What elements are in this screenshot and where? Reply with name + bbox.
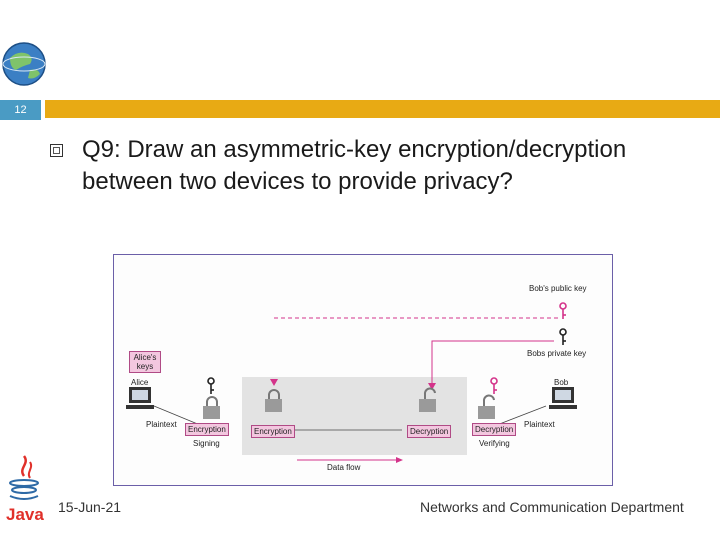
decryption-outer-label: Decryption — [472, 423, 516, 436]
data-flow-label: Data flow — [327, 463, 361, 472]
encryption-inner-label: Encryption — [251, 425, 295, 438]
signing-label: Signing — [193, 439, 220, 448]
encryption-outer-label: Encryption — [185, 423, 229, 436]
alices-keys-label: Alice's keys — [129, 351, 161, 373]
signing-lock-icon — [203, 397, 220, 419]
decryption-inner-label: Decryption — [407, 425, 451, 438]
svg-text:Java: Java — [6, 505, 44, 524]
alice-label: Alice — [131, 378, 149, 387]
footer-date: 15-Jun-21 — [58, 499, 122, 515]
slide-number: 12 — [14, 104, 27, 116]
header-bar — [45, 100, 720, 118]
bob-label: Bob — [554, 378, 569, 387]
alice-computer-icon — [126, 387, 154, 409]
data-flow-arrowhead — [396, 457, 403, 463]
bullet-icon — [50, 144, 63, 157]
java-logo-icon — [4, 452, 46, 524]
globe-logo-icon — [0, 40, 48, 88]
verifying-lock-icon — [478, 395, 495, 419]
bobs-public-key-icon — [560, 303, 566, 319]
bobs-public-key-label: Bob's public key — [529, 284, 587, 293]
plaintext-left-label: Plaintext — [146, 420, 177, 429]
plaintext-right-label: Plaintext — [524, 420, 555, 429]
verifying-key-icon — [491, 378, 497, 394]
bobs-private-key-icon — [560, 329, 566, 345]
question-text: Q9: Draw an asymmetric-key encryption/decryption between two devices to provide privacy? — [82, 136, 627, 195]
footer-department: Networks and Communication Department — [420, 499, 684, 515]
bobs-private-key-label: Bobs private key — [527, 349, 587, 358]
bob-computer-icon — [549, 387, 577, 409]
verifying-label: Verifying — [479, 439, 510, 448]
asymmetric-encryption-diagram — [113, 254, 613, 486]
alice-key-icon — [208, 378, 214, 394]
